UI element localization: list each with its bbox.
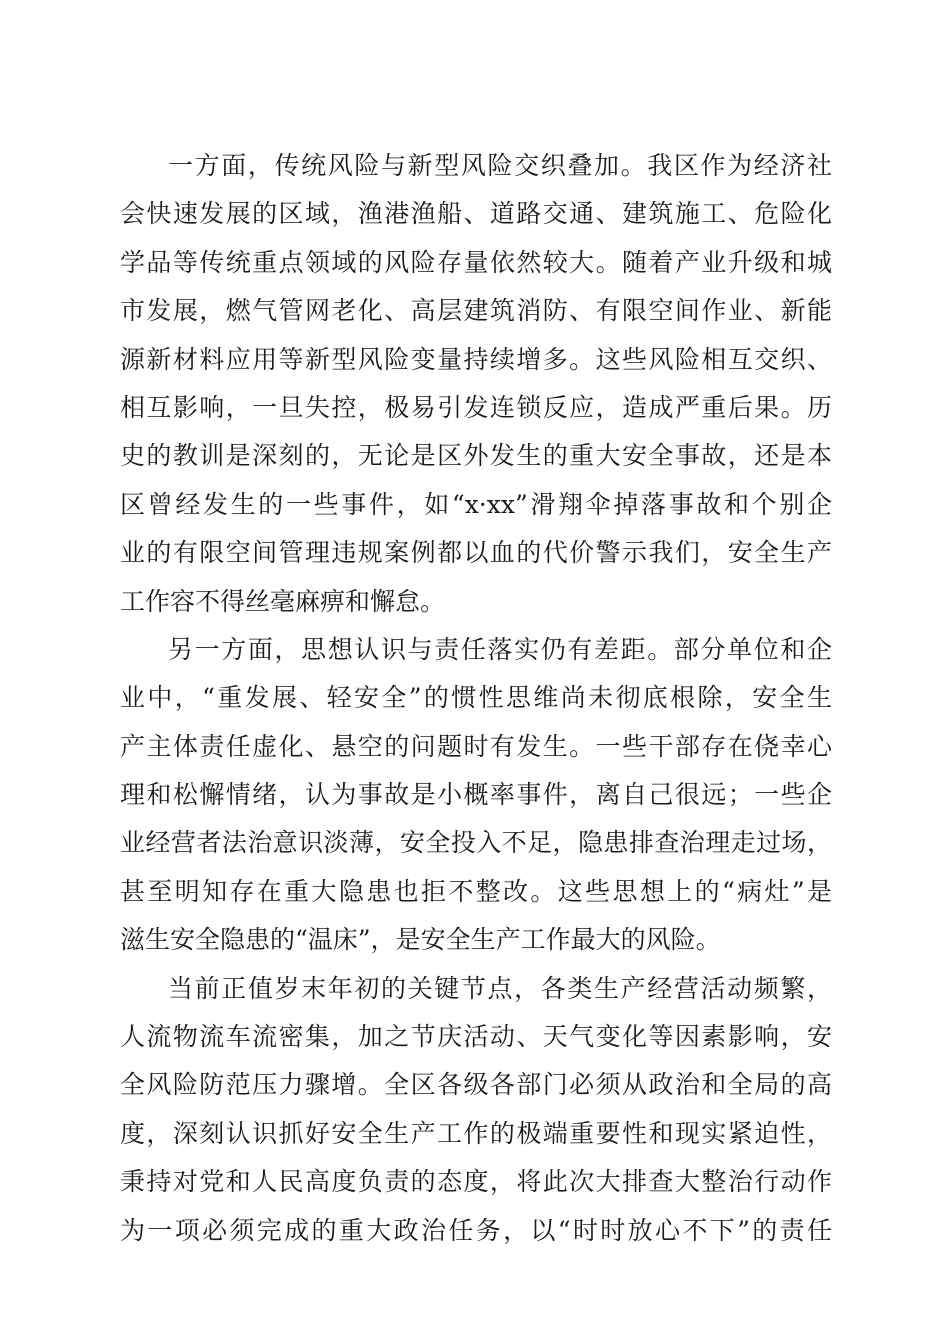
body-text [120, 142, 832, 1255]
text-line: 另一方面，思想认识与责任落实仍有差距。部分单位和企 [168, 634, 832, 664]
text-line: 度，深刻认识抓好安全生产工作的极端重要性和现实紧迫性， [120, 1118, 832, 1148]
text-line: 产主体责任虚化、悬空的问题时有发生。一些干部存在侥幸心 [120, 731, 832, 761]
text-line: 业的有限空间管理违规案例都以血的代价警示我们，安全生产 [120, 538, 832, 568]
text-line: 理和松懈情绪，认为事故是小概率事件，离自己很远；一些企 [120, 780, 832, 810]
text-line: 史的教训是深刻的，无论是区外发生的重大安全事故，还是本 [120, 441, 832, 471]
text-line: 为一项必须完成的重大政治任务，以“时时放心不下”的责任 [120, 1215, 832, 1245]
text-line: 会快速发展的区域，渔港渔船、道路交通、建筑施工、危险化 [120, 199, 832, 229]
text-line: 业经营者法治意识淡薄，安全投入不足，隐患排查治理走过场， [120, 828, 832, 858]
text-line: 源新材料应用等新型风险变量持续增多。这些风险相互交织、 [120, 344, 832, 374]
paragraph-awareness-responsibility [120, 626, 832, 965]
paragraph-traditional-new-risks [120, 142, 832, 626]
text-line: 业中，“重发展、轻安全”的惯性思维尚未彻底根除，安全生 [120, 683, 832, 713]
paragraph-year-end-key-period [120, 965, 832, 1255]
text-line: 当前正值岁末年初的关键节点，各类生产经营活动频繁， [168, 973, 832, 1003]
text-line: 区曾经发生的一些事件，如“x·xx”滑翔伞掉落事故和个别企 [120, 489, 832, 519]
text-line: 学品等传统重点领域的风险存量依然较大。随着产业升级和城 [120, 247, 832, 277]
text-line: 市发展，燃气管网老化、高层建筑消防、有限空间作业、新能 [120, 296, 832, 326]
text-line: 秉持对党和人民高度负责的态度，将此次大排查大整治行动作 [120, 1167, 832, 1197]
text-line: 人流物流车流密集，加之节庆活动、天气变化等因素影响，安 [120, 1022, 832, 1052]
text-line: 相互影响，一旦失控，极易引发连锁反应，造成严重后果。历 [120, 392, 832, 422]
text-line: 甚至明知存在重大隐患也拒不整改。这些思想上的“病灶”是 [120, 876, 832, 906]
text-line: 工作容不得丝毫麻痹和懈怠。 [120, 586, 446, 616]
text-line: 一方面，传统风险与新型风险交织叠加。我区作为经济社 [168, 151, 832, 180]
text-line: 滋生安全隐患的“温床”，是安全生产工作最大的风险。 [120, 925, 721, 955]
text-line: 全风险防范压力骤增。全区各级各部门必须从政治和全局的高 [120, 1070, 832, 1100]
